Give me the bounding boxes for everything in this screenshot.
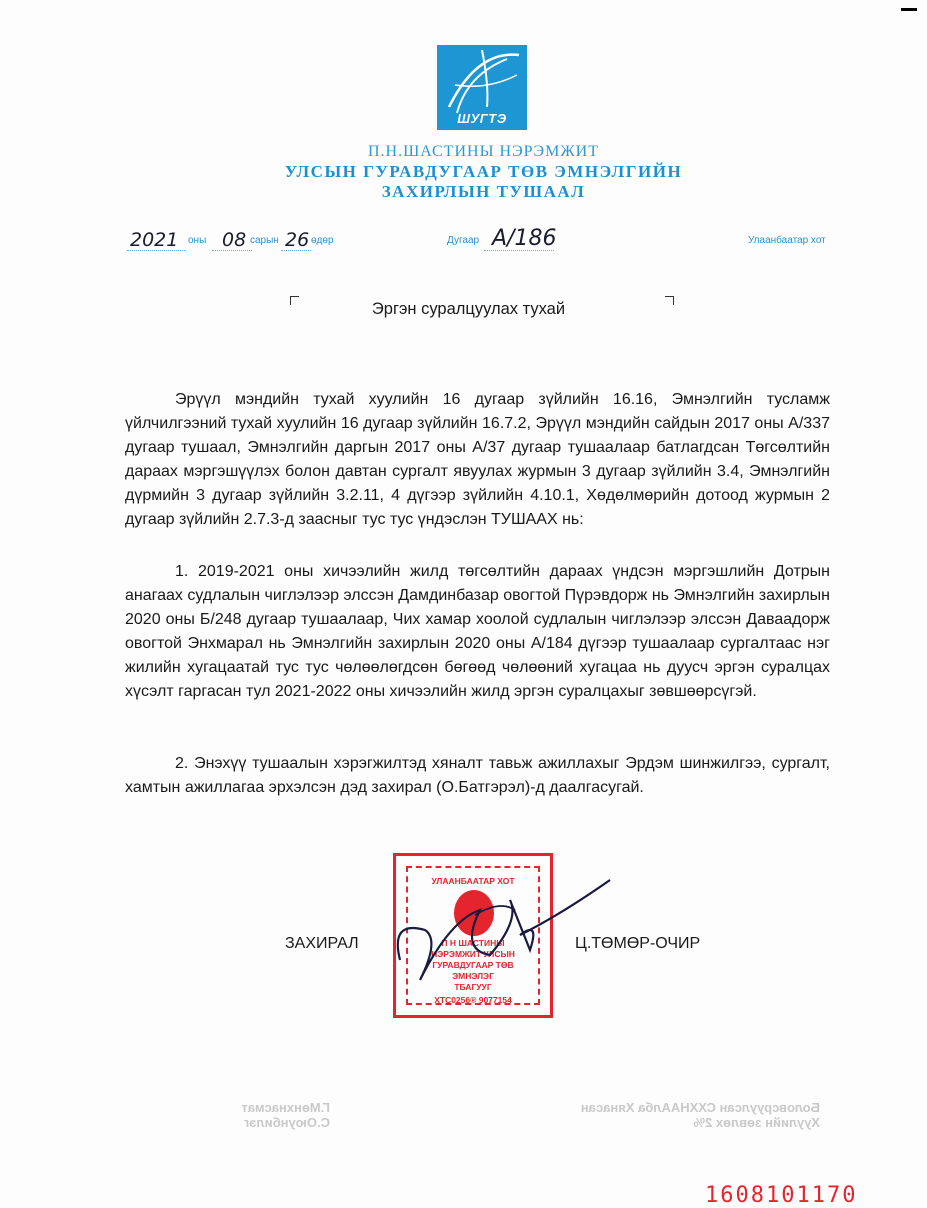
org-title: УЛСЫН ГУРАВДУГААР ТӨВ ЭМНЭЛГИЙН <box>284 162 683 181</box>
month-label: сарын <box>250 235 279 246</box>
stamp-line-5: ЭМНЭЛЭГ <box>452 971 494 981</box>
item1-text: 1. 2019-2021 оны хичээлийн жилд төгсөлтийн дараах үндсэн мэргэшлийн Дотрын анагаах судлалын чиглэлээр элссэн Дамдинбазар овогтой Пүрэвдорж нь Эмнэлгийн захирлын 2020 оны Б/248 дугаар тушаалаар, Чих хамар хоолой судлалын чиглэлээр элссэн Даваадорж овогтой Энхмарал нь Эмнэлгийн захирлын 2020 оны А/184 дүгээр тушаалаар сургалтаас нэг жилийн хугацаатай тус тус чөлөөлөгдсөн бөгөөд чөлөөний хугацаа нь дуусч эргэн суралцах хүсэлт гаргасан тул 2021-2022 оны хичээлийн жилд эргэн суралцахыг зөвшөөрсүгэй. <box>125 563 830 700</box>
day-value: 26 <box>285 229 310 251</box>
item2-text: 2. Энэхүү тушаалын хэрэгжилтэд хяналт тавьж ажиллахыг Эрдэм шинжилгээ, сургалт, хамтын ажиллагаа эрхэлсэн дэд захирал (О.Батгэрэл)-д даалгасугай. <box>125 755 830 796</box>
signatory-name: Ц.ТӨМӨР-ОЧИР <box>575 935 701 952</box>
order-item-2 <box>125 752 830 800</box>
bleed-right-text: Боловсруулсан СХХНААлба Хянасан Хуулийн зөвлөх 2% <box>580 1100 820 1130</box>
number-value: А/186 <box>492 226 557 251</box>
dateline <box>0 228 927 254</box>
hospital-logo <box>437 45 527 130</box>
signatory-title: ЗАХИРАЛ <box>285 935 359 952</box>
year-value: 2021 <box>130 229 179 251</box>
org-subtitle: П.Н.ШАСТИНЫ НЭРЭМЖИТ <box>368 143 599 160</box>
day-label: өдөр <box>311 235 334 246</box>
document-title: Эргэн суралцуулах тухай <box>371 300 566 318</box>
order-item-1 <box>125 560 830 704</box>
document-type: ЗАХИРЛЫН ТУШААЛ <box>381 182 586 201</box>
body-intro <box>125 364 830 532</box>
intro-text: Эрүүл мэндийн тухай хуулийн 16 дугаар зүйлийн 16.16, Эмнэлгийн тусламж үйлчилгээний тухай хуулийн 16 дугаар зүйлийн 16.7.2, Эрүүл мэндийн сайдын 2017 оны А/337 дугаар тушаал, Эмнэлгийн даргын 2017 оны А/37 дугаар тушаалаар батлагдсан Төгсөлтийн дараах мэргэшүүлэх болон давтан сургалт явуулах журмын 3 дугаар зүйлийн 3.4, Эмнэлгийн дүрмийн 3 дугаар зүйлийн 3.2.11, 4 дүгээр зүйлийн 4.10.1, Хөдөлмөрийн дотоод журмын 2 дугаар зүйлийн 2.7.3-д заасныг тус тус үндэслэн ТУШААХ нь: <box>125 391 830 528</box>
bleed-left-text: Г.Мөнхнасмат С.Оюунбилэг <box>241 1100 330 1130</box>
city-label: Улаанбаатар хот <box>748 235 826 246</box>
stamp-line-4: ГУРАВДУГААР ТӨВ <box>432 960 514 970</box>
stamp-line-1: УЛААНБААТАР ХОТ <box>431 876 515 886</box>
month-value: 08 <box>222 229 247 251</box>
scan-corner-mark <box>901 8 917 11</box>
number-label: Дугаар <box>447 235 480 246</box>
handwritten-signature <box>370 860 620 1000</box>
stamp-line-2: П Н ШАСТИНЫ <box>441 938 505 948</box>
bleed-through-text <box>170 1100 820 1130</box>
serial-number: 1608101170 <box>705 1183 858 1208</box>
stamp-line-3: НЭРЭМЖИТ УЛСЫН <box>431 949 515 959</box>
logo-text: ШУГТЭ <box>457 111 507 126</box>
year-label: оны <box>188 235 207 246</box>
stamp-line-7: ХТС0256® 9077154 <box>434 995 512 1005</box>
stamp-line-6: ТБАГУУГ <box>454 982 492 992</box>
